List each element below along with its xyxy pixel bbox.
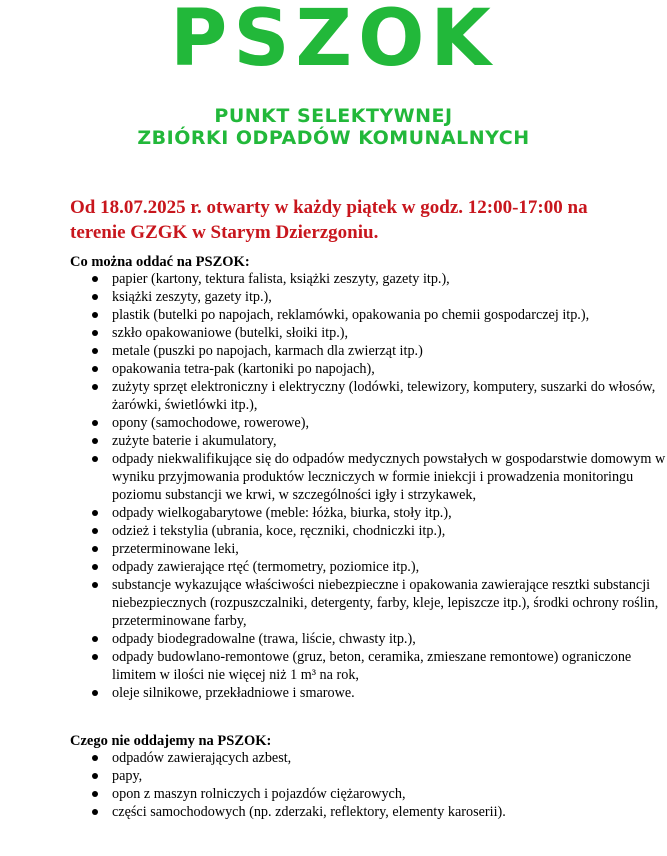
rejected-item: opon z maszyn rolniczych i pojazdów ciężarowych,	[112, 785, 667, 803]
logo-subtitle-line-2: ZBIÓRKI ODPADÓW KOMUNALNYCH	[137, 127, 530, 149]
logo-title: PSZOK	[170, 0, 497, 84]
accepted-item: opony (samochodowe, rowerowe),	[112, 414, 667, 432]
accepted-item: oleje silnikowe, przekładniowe i smarowe.	[112, 684, 667, 702]
logo-subtitle-line-1: PUNKT SELEKTYWNEJ	[214, 105, 453, 127]
accepted-item: odpady zawierające rtęć (termometry, poziomice itp.),	[112, 558, 667, 576]
accepted-item: przeterminowane leki,	[112, 540, 667, 558]
accepted-item: zużyte baterie i akumulatory,	[112, 432, 667, 450]
accepted-item: szkło opakowaniowe (butelki, słoiki itp.),	[112, 324, 667, 342]
opening-hours-headline: Od 18.07.2025 r. otwarty w każdy piątek w godz. 12:00-17:00 na terenie GZGK w Starym Dzierzgoniu.	[70, 197, 588, 243]
accepted-item: odpady wielkogabarytowe (meble: łóżka, biurka, stoły itp.),	[112, 504, 667, 522]
rejected-item: odpadów zawierających azbest,	[112, 749, 667, 767]
rejected-list	[70, 749, 667, 821]
rejected-item: części samochodowych (np. zderzaki, reflektory, elementy karoserii).	[112, 803, 667, 821]
logo-subtitle	[0, 105, 667, 149]
accepted-section-title: Co można oddać na PSZOK:	[70, 254, 250, 270]
accepted-item: odpady biodegradowalne (trawa, liście, chwasty itp.),	[112, 630, 667, 648]
rejected-item: papy,	[112, 767, 667, 785]
accepted-item: substancje wykazujące właściwości niebezpieczne i opakowania zawierające resztki substancji niebezpiecznych (rozpuszczalniki, detergenty, farby, kleje, lepiszcze itp.), środki ochrony roślin, przeterminowane farby,	[112, 576, 667, 630]
accepted-item: odpady niekwalifikujące się do odpadów medycznych powstałych w gospodarstwie domowym w wyniku przyjmowania produktów leczniczych w formie iniekcji i prowadzenia monitoringu poziomu substancji we krwi, w szczególności igły i strzykawek,	[112, 450, 667, 504]
accepted-item: odzież i tekstylia (ubrania, koce, ręczniki, chodniczki itp.),	[112, 522, 667, 540]
accepted-item: odpady budowlano-remontowe (gruz, beton, ceramika, zmieszane remontowe) ograniczone limitem w ilości nie więcej niż 1 m³ na rok,	[112, 648, 667, 684]
accepted-item: zużyty sprzęt elektroniczny i elektryczny (lodówki, telewizory, komputery, suszarki do włosów, żarówki, świetlówki itp.),	[112, 378, 667, 414]
accepted-item: opakowania tetra-pak (kartoniki po napojach),	[112, 360, 667, 378]
accepted-item: papier (kartony, tektura falista, książki zeszyty, gazety itp.),	[112, 270, 667, 288]
accepted-item: plastik (butelki po napojach, reklamówki, opakowania po chemii gospodarczej itp.),	[112, 306, 667, 324]
accepted-item: książki zeszyty, gazety itp.),	[112, 288, 667, 306]
accepted-list	[70, 270, 667, 702]
accepted-item: metale (puszki po napojach, karmach dla zwierząt itp.)	[112, 342, 667, 360]
rejected-section-title: Czego nie oddajemy na PSZOK:	[70, 733, 272, 749]
